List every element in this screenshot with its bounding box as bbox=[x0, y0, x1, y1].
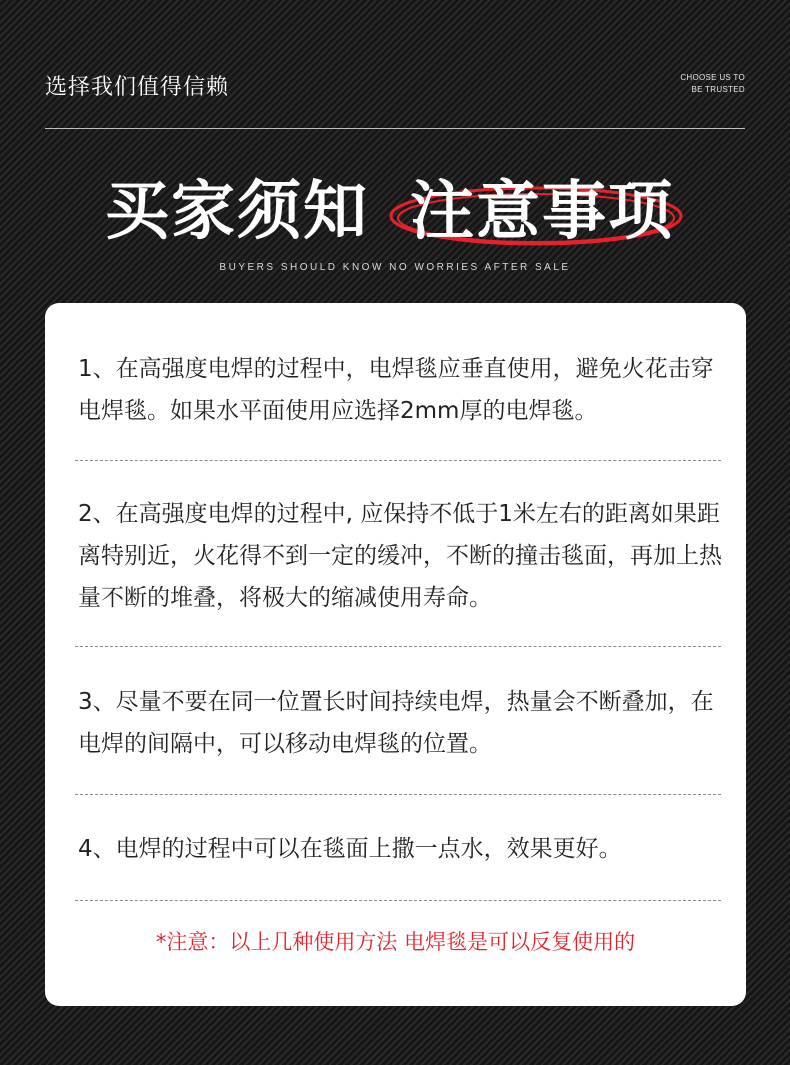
notice-item-4: 4、电焊的过程中可以在毯面上撒一点水，效果更好。 bbox=[78, 836, 622, 862]
notice-note: *注意：以上几种使用方法 电焊毯是可以反复使用的 bbox=[155, 930, 636, 954]
dashed-divider bbox=[75, 646, 721, 647]
title-subtitle: BUYERS SHOULD KNOW NO WORRIES AFTER SALE bbox=[219, 262, 571, 273]
title-block bbox=[0, 172, 790, 262]
title-left: 买家须知 bbox=[105, 175, 369, 249]
header-right-text bbox=[680, 72, 745, 96]
header-right-line1: CHOOSE US TO bbox=[680, 73, 745, 82]
dashed-divider bbox=[75, 900, 721, 901]
dashed-divider bbox=[75, 794, 721, 795]
dashed-divider bbox=[75, 460, 721, 461]
title-right: 注意事项 bbox=[410, 175, 674, 249]
notice-item-3: 3、尽量不要在同一位置长时间持续电焊，热量会不断叠加，在电焊的间隔中，可以移动电焊毯的位置。 bbox=[78, 689, 714, 757]
notice-item-1: 1、在高强度电焊的过程中，电焊毯应垂直使用，避免火花击穿电焊毯。如果水平面使用应选择2mm厚的电焊毯。 bbox=[78, 356, 714, 424]
notice-card bbox=[45, 303, 746, 1006]
header-right-line2: BE TRUSTED bbox=[691, 85, 745, 94]
notice-item-2: 2、在高强度电焊的过程中, 应保持不低于1米左右的距离如果距离特别近，火花得不到一定的缓冲，不断的撞击毯面，再加上热量不断的堆叠，将极大的缩减使用寿命。 bbox=[78, 501, 722, 611]
header-divider bbox=[45, 128, 745, 129]
header-left-text: 选择我们值得信赖 bbox=[45, 75, 230, 100]
